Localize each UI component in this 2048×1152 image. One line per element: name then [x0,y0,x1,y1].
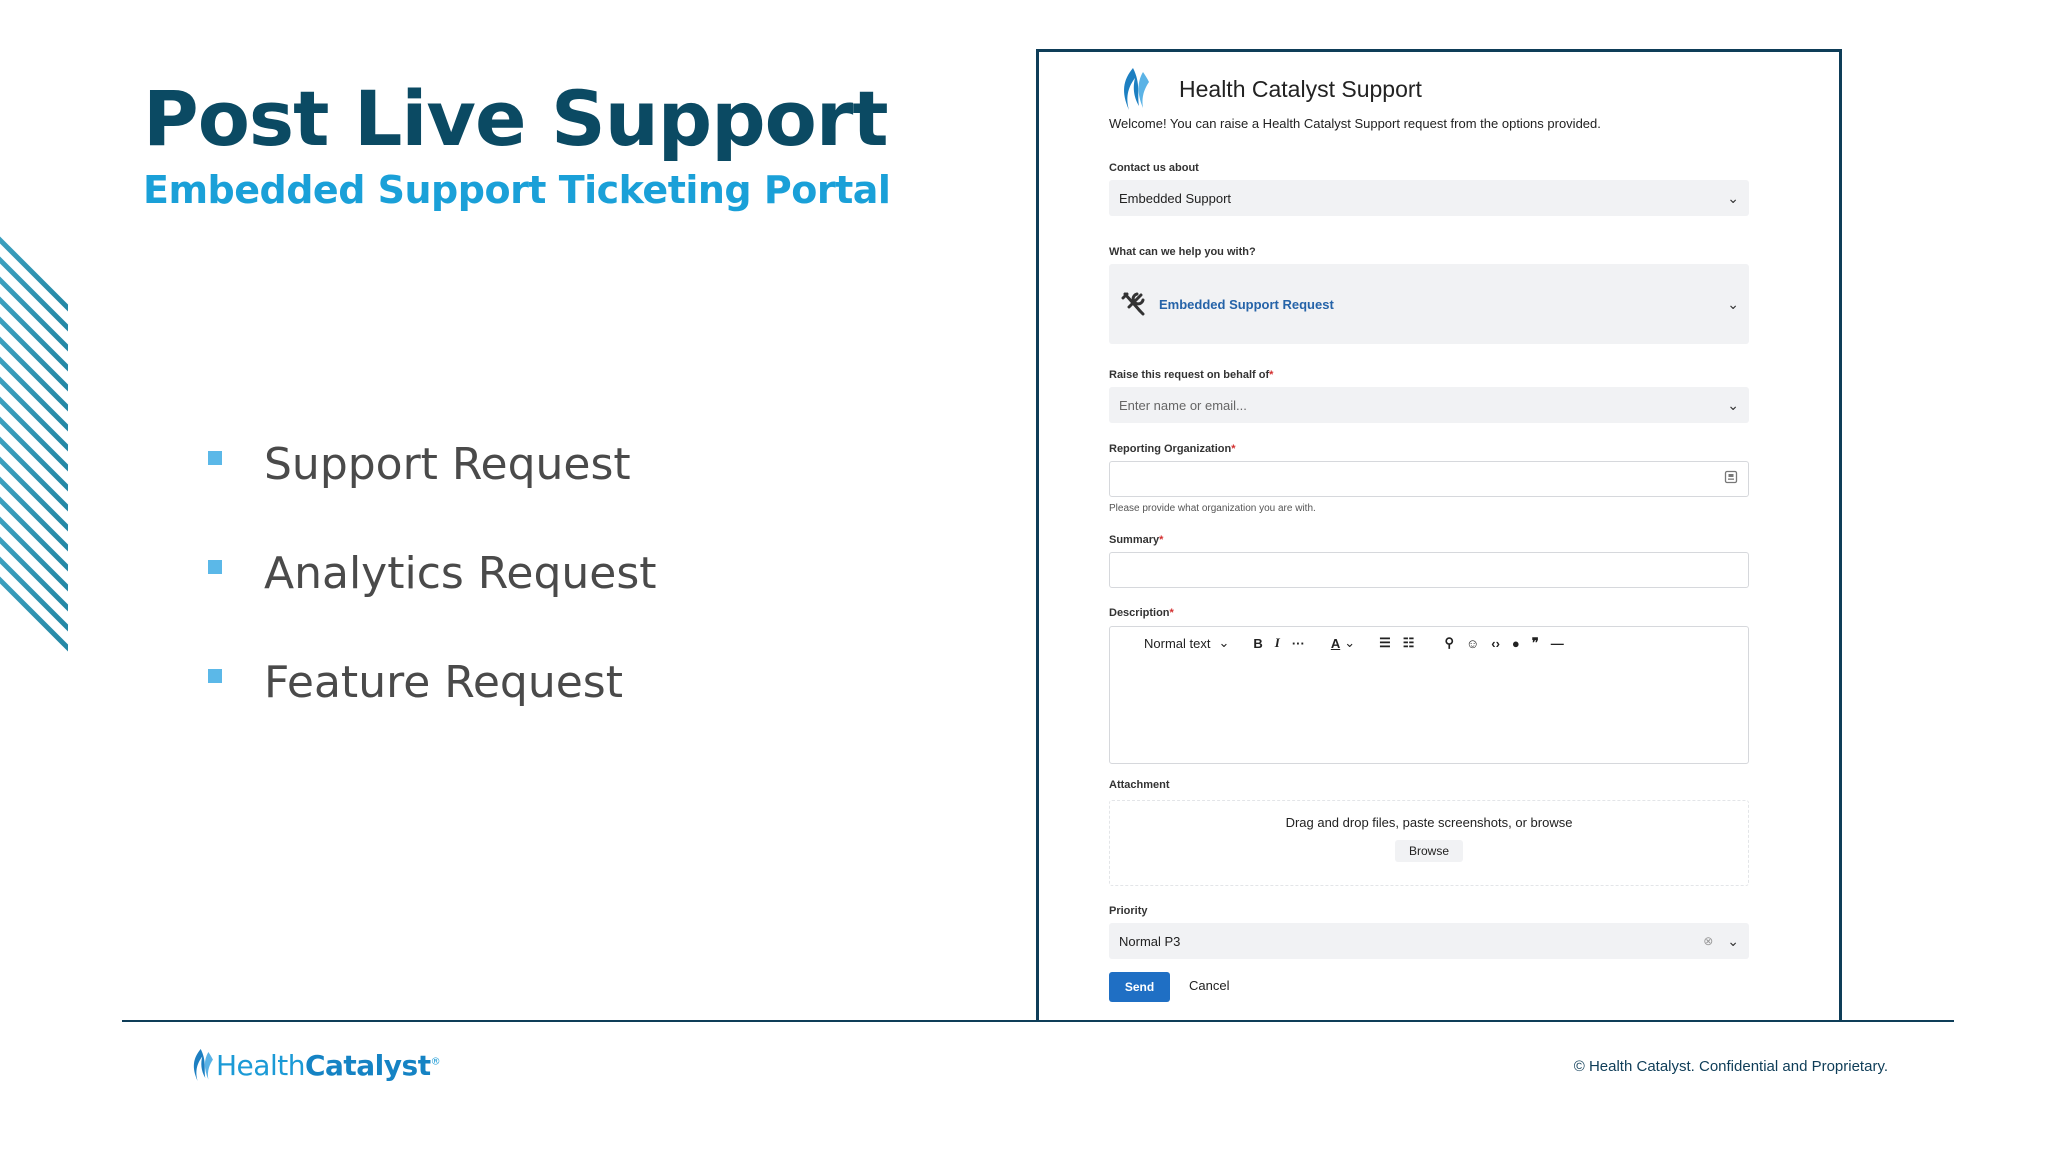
description-label-text: Description [1109,607,1170,619]
behalf-placeholder: Enter name or email... [1119,397,1247,413]
tools-icon [1119,290,1147,318]
attachment-label: Attachment [1109,779,1170,791]
slide-title: Post Live Support [143,74,888,163]
code-icon[interactable]: ‹› [1491,635,1500,651]
org-label [1109,443,1236,455]
request-type-value: Embedded Support Request [1159,296,1334,312]
bullet-text: Support Request [264,439,631,490]
editor-toolbar [1144,635,1576,651]
emoji-icon[interactable]: ☺ [1465,635,1480,651]
required-mark: * [1169,607,1174,619]
health-catalyst-flame-icon [190,1044,216,1086]
support-form-screenshot [1036,49,1842,1022]
request-type-select[interactable] [1109,264,1749,344]
list-item [208,628,657,737]
welcome-text: Welcome! You can raise a Health Catalyst Support request from the options provided. [1109,116,1601,131]
behalf-select[interactable] [1109,387,1749,423]
copyright-notice: © Health Catalyst. Confidential and Proprietary. [1573,1058,1888,1075]
contact-label: Contact us about [1109,162,1199,174]
chevron-down-icon: ⌄ [1727,295,1739,312]
info-icon[interactable]: ● [1511,635,1520,651]
logo-wordmark [216,1049,440,1082]
health-catalyst-logo [190,1044,440,1086]
health-catalyst-flame-icon [1119,66,1153,112]
more-formatting-icon[interactable]: ··· [1291,635,1305,651]
priority-label: Priority [1109,905,1148,917]
bullet-text: Analytics Request [264,548,657,599]
summary-label-text: Summary [1109,534,1160,546]
behalf-label [1109,369,1273,381]
priority-select[interactable] [1109,923,1749,959]
description-editor[interactable] [1109,626,1749,764]
list-item [208,410,657,519]
summary-label [1109,534,1163,546]
decorative-stripes [0,220,68,660]
contact-card-icon [1724,470,1738,489]
text-color-icon[interactable]: A [1330,635,1341,651]
bullet-list-icon[interactable]: ☰ [1379,635,1391,650]
footer-divider [122,1020,1954,1022]
attachment-dropzone[interactable] [1109,800,1749,886]
form-title: Health Catalyst Support [1179,75,1422,102]
behalf-label-text: Raise this request on behalf of [1109,369,1270,381]
chevron-down-icon: ⌄ [1727,189,1739,206]
org-input[interactable] [1109,461,1749,497]
cancel-button[interactable]: Cancel [1189,978,1230,993]
contact-select[interactable] [1109,180,1749,216]
slide-subtitle: Embedded Support Ticketing Portal [143,168,891,212]
list-item [208,519,657,628]
required-mark: * [1269,369,1274,381]
bullet-square-icon [208,669,222,683]
numbered-list-icon[interactable]: ☷ [1402,635,1415,650]
bullet-square-icon [208,560,222,574]
attachment-text: Drag and drop files, paste screenshots, or browse [1285,815,1573,830]
summary-input[interactable] [1109,552,1749,588]
description-label [1109,607,1174,619]
required-mark: * [1159,534,1164,546]
bullet-text: Feature Request [264,657,623,708]
logo-catalyst: Catalyst [304,1048,431,1082]
browse-button[interactable]: Browse [1395,840,1463,862]
send-button[interactable]: Send [1109,972,1170,1002]
bold-icon[interactable]: B [1253,635,1263,651]
chevron-down-icon: ⌄ [1344,635,1356,650]
clear-icon[interactable]: ⊗ [1703,934,1714,948]
help-label: What can we help you with? [1109,246,1256,258]
chevron-down-icon: ⌄ [1727,396,1739,413]
divider-icon[interactable]: — [1550,635,1564,651]
priority-value: Normal P3 [1119,933,1181,949]
link-icon[interactable]: ⚲ [1444,635,1454,650]
org-hint: Please provide what organization you are with. [1109,503,1316,514]
chevron-down-icon: ⌄ [1218,635,1230,650]
logo-health: Health [216,1048,305,1082]
logo-mark: ® [430,1056,441,1068]
contact-select-value: Embedded Support [1119,190,1232,206]
form-header [1109,64,1422,114]
chevron-down-icon: ⌄ [1727,932,1739,949]
required-mark: * [1231,443,1236,455]
quote-icon[interactable]: ❞ [1531,635,1539,650]
org-label-text: Reporting Organization [1109,443,1232,455]
italic-icon[interactable]: I [1274,635,1280,650]
request-type-list [208,410,657,737]
text-style-select[interactable]: Normal text [1144,635,1211,651]
bullet-square-icon [208,451,222,465]
